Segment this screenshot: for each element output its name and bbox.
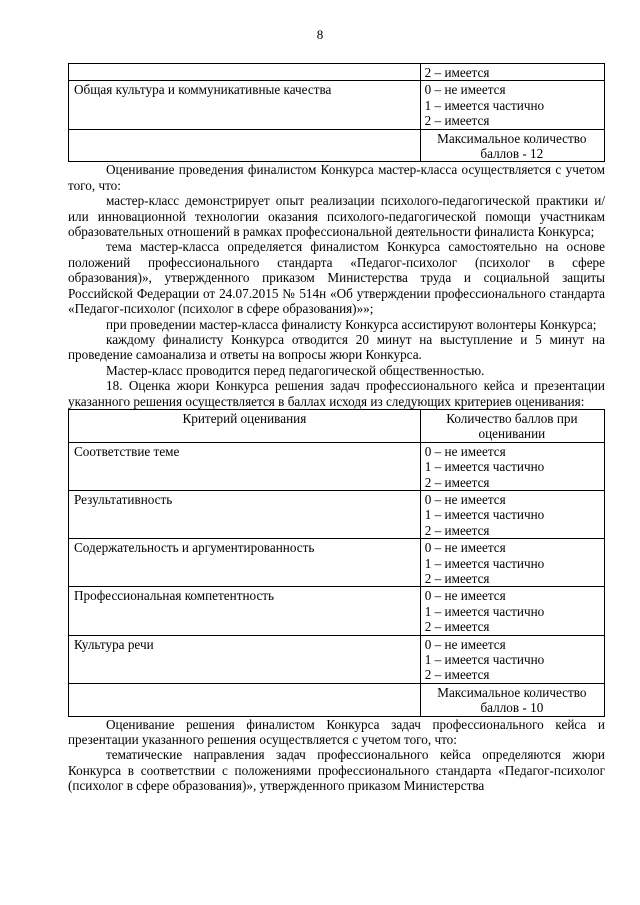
paragraph: Оценивание проведения финалистом Конкурса мастер-класса осуществляется с учетом того, что: <box>68 162 605 193</box>
score-line: 0 – не имеется <box>424 82 506 98</box>
table-row <box>69 81 605 129</box>
score-line: 0 – не имеется <box>424 588 506 604</box>
case-criteria-table <box>68 409 605 717</box>
max-score-cell: Максимальное количество баллов - 10 <box>420 683 604 716</box>
table-row <box>69 490 605 538</box>
score-line: 0 – не имеется <box>424 540 506 556</box>
score-line: 1 – имеется частично <box>424 555 545 571</box>
page-number: 8 <box>316 27 324 42</box>
score-line: 2 – имеется <box>424 113 490 129</box>
scores-cell <box>420 81 604 129</box>
table-row <box>69 442 605 490</box>
criterion-cell: Общая культура и коммуникативные качества <box>69 81 421 129</box>
scores-cell <box>420 539 604 587</box>
paragraph: Мастер-класс проводится перед педагогической общественностью. <box>106 362 485 378</box>
criterion-cell <box>69 64 421 81</box>
criterion-cell: Содержательность и аргументированность <box>69 539 421 587</box>
score-line: 2 – имеется <box>424 571 490 586</box>
criterion-cell: Соответствие теме <box>69 442 421 490</box>
criterion-cell: Результативность <box>69 490 421 538</box>
section-18-paragraph: 18. Оценка жюри Конкурса решения задач профессионального кейса и презентации указанного решения осуществляется в баллах исходя из следующих критериев оценивания: <box>68 378 605 409</box>
score-line: 1 – имеется частично <box>424 459 545 475</box>
paragraph: каждому финалисту Конкурса отводится 20 минут на выступление и 5 минут на проведение самоанализа и ответы на вопросы жюри Конкурса. <box>68 331 605 363</box>
table-header-row <box>69 409 605 442</box>
criterion-cell: Профессиональная компетентность <box>69 587 421 635</box>
criterion-cell <box>69 683 421 716</box>
score-line: 2 – имеется <box>424 474 490 490</box>
score-line: 2 – имеется <box>424 667 490 683</box>
score-line: 0 – не имеется <box>424 443 506 459</box>
score-line: 1 – имеется частично <box>424 97 545 113</box>
score-line: 2 – имеется <box>424 65 490 80</box>
paragraph: тематические направления задач профессионального кейса определяются жюри Конкурса в соответствии с положениями профессионального стандарта «Педагог-психолог (психолог в сфере образования)», утвержденного приказом Министерства <box>68 747 605 794</box>
score-line: 0 – не имеется <box>424 636 506 652</box>
scores-cell <box>420 64 604 81</box>
paragraph: Оценивание решения финалистом Конкурса задач профессионального кейса и презентации указанного решения осуществляется с учетом того, что: <box>68 716 605 748</box>
table-row <box>69 587 605 635</box>
score-line: 0 – не имеется <box>424 491 506 507</box>
table-row <box>69 635 605 683</box>
table-row-total <box>69 129 605 162</box>
scores-cell <box>420 635 604 683</box>
scores-cell <box>420 587 604 635</box>
score-line: 2 – имеется <box>424 522 490 538</box>
score-line: 2 – имеется <box>424 619 490 635</box>
score-line: 1 – имеется частично <box>424 507 545 523</box>
table-row <box>69 539 605 587</box>
criteria-table-continued <box>68 63 605 162</box>
score-line: 1 – имеется частично <box>424 603 545 619</box>
table-row-total <box>69 683 605 716</box>
criterion-cell: Культура речи <box>69 635 421 683</box>
column-header-criterion: Критерий оценивания <box>69 409 421 442</box>
scores-cell <box>420 442 604 490</box>
document-body <box>68 63 605 794</box>
paragraph: тема мастер-класса определяется финалистом Конкурса самостоятельно на основе положений профессионального стандарта «Педагог-психолог (психолог в сфере образования)», утвержденного приказом Министерства труда и социальной защиты Российской Федерации от 24.07.2015 № 514н «Об утверждении профессионального стандарта «Педагог-психолог (психолог в сфере образования)»»; <box>68 239 605 317</box>
scores-cell <box>420 490 604 538</box>
paragraph: при проведении мастер-класса финалисту Конкурса ассистируют волонтеры Конкурса; <box>106 316 597 332</box>
paragraph: мастер-класс демонстрирует опыт реализации психолого-педагогической практики и/или инновационной технологии оказания психолого-педагогической помощи участникам образовательных отношений в рамках профессиональной деятельности финалиста Конкурса; <box>68 193 605 240</box>
criterion-cell <box>69 129 421 162</box>
max-score-cell: Максимальное количество баллов - 12 <box>420 129 604 162</box>
column-header-scores: Количество баллов при оценивании <box>420 409 604 442</box>
score-line: 1 – имеется частично <box>424 652 545 668</box>
table-row <box>69 64 605 81</box>
